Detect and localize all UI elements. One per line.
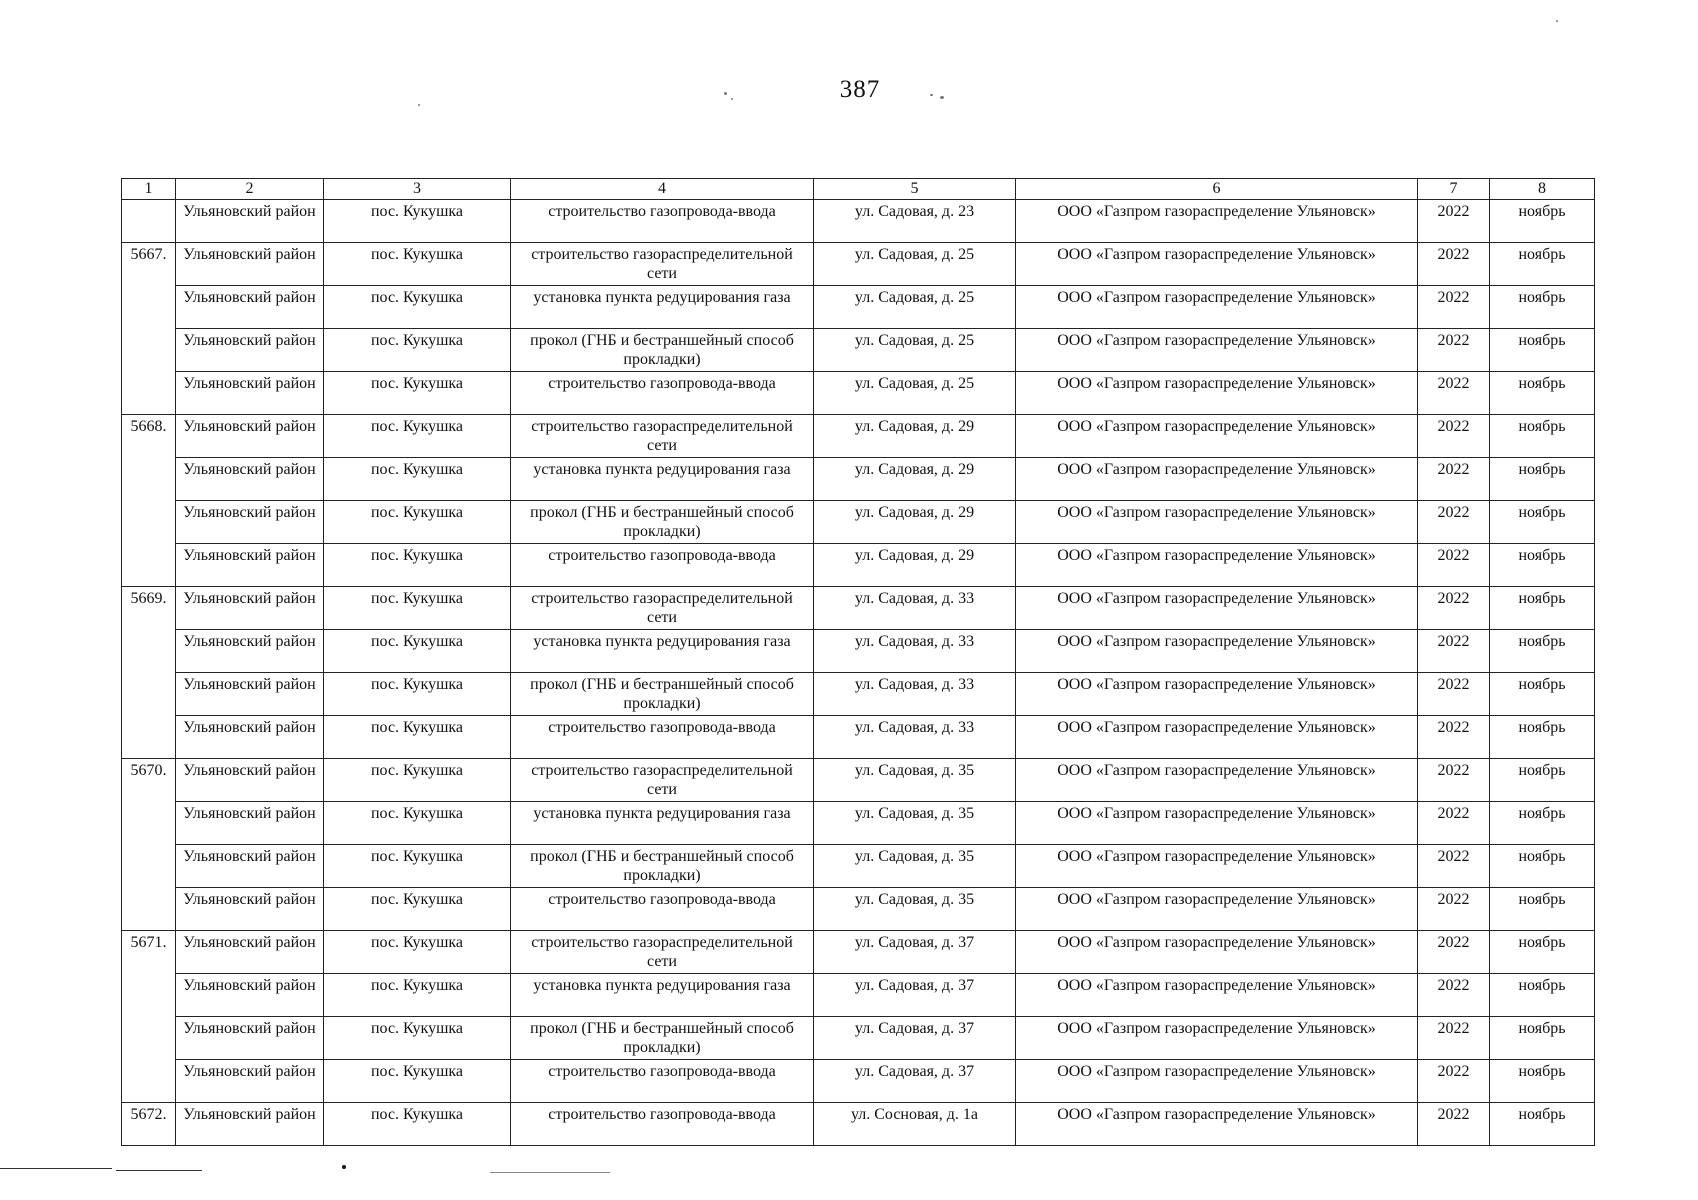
month-cell: ноябрь — [1490, 1017, 1595, 1060]
month-cell: ноябрь — [1490, 1103, 1595, 1146]
row-number-cell — [122, 716, 176, 759]
district-cell: Ульяновский район — [176, 974, 324, 1017]
address-cell: ул. Садовая, д. 23 — [814, 200, 1016, 243]
year-cell: 2022 — [1418, 1103, 1490, 1146]
work-type-cell: строительство газораспределительной сети — [511, 243, 814, 286]
month-cell: ноябрь — [1490, 845, 1595, 888]
work-type-cell: установка пункта редуцирования газа — [511, 286, 814, 329]
data-table — [121, 178, 1595, 1146]
table-row — [122, 716, 1595, 759]
settlement-cell: пос. Кукушка — [324, 974, 511, 1017]
row-number-cell — [122, 1060, 176, 1103]
settlement-cell: пос. Кукушка — [324, 544, 511, 587]
address-cell: ул. Садовая, д. 29 — [814, 501, 1016, 544]
month-cell: ноябрь — [1490, 888, 1595, 931]
district-cell: Ульяновский район — [176, 501, 324, 544]
organization-cell: ООО «Газпром газораспределение Ульяновск» — [1016, 286, 1418, 329]
organization-cell: ООО «Газпром газораспределение Ульяновск» — [1016, 415, 1418, 458]
settlement-cell: пос. Кукушка — [324, 716, 511, 759]
row-number-cell — [122, 286, 176, 329]
work-type-cell: строительство газопровода-ввода — [511, 1103, 814, 1146]
address-cell: ул. Садовая, д. 35 — [814, 845, 1016, 888]
district-cell: Ульяновский район — [176, 845, 324, 888]
organization-cell: ООО «Газпром газораспределение Ульяновск» — [1016, 243, 1418, 286]
settlement-cell: пос. Кукушка — [324, 458, 511, 501]
address-cell: ул. Садовая, д. 25 — [814, 243, 1016, 286]
year-cell: 2022 — [1418, 630, 1490, 673]
table-row — [122, 845, 1595, 888]
work-type-cell: строительство газораспределительной сети — [511, 415, 814, 458]
table-row — [122, 802, 1595, 845]
table-row — [122, 329, 1595, 372]
work-type-cell: строительство газораспределительной сети — [511, 587, 814, 630]
month-cell: ноябрь — [1490, 544, 1595, 587]
row-number-cell — [122, 1017, 176, 1060]
year-cell: 2022 — [1418, 587, 1490, 630]
year-cell: 2022 — [1418, 544, 1490, 587]
row-number-cell — [122, 372, 176, 415]
year-cell: 2022 — [1418, 458, 1490, 501]
footer-rule — [116, 1170, 202, 1171]
organization-cell: ООО «Газпром газораспределение Ульяновск» — [1016, 587, 1418, 630]
row-number-cell — [122, 544, 176, 587]
district-cell: Ульяновский район — [176, 1017, 324, 1060]
address-cell: ул. Садовая, д. 33 — [814, 630, 1016, 673]
district-cell: Ульяновский район — [176, 329, 324, 372]
district-cell: Ульяновский район — [176, 243, 324, 286]
table-row — [122, 544, 1595, 587]
address-cell: ул. Садовая, д. 35 — [814, 888, 1016, 931]
work-type-cell: установка пункта редуцирования газа — [511, 802, 814, 845]
month-cell: ноябрь — [1490, 372, 1595, 415]
address-cell: ул. Садовая, д. 29 — [814, 544, 1016, 587]
organization-cell: ООО «Газпром газораспределение Ульяновск» — [1016, 1103, 1418, 1146]
settlement-cell: пос. Кукушка — [324, 587, 511, 630]
district-cell: Ульяновский район — [176, 630, 324, 673]
year-cell: 2022 — [1418, 931, 1490, 974]
work-type-cell: установка пункта редуцирования газа — [511, 974, 814, 1017]
district-cell: Ульяновский район — [176, 1103, 324, 1146]
organization-cell: ООО «Газпром газораспределение Ульяновск» — [1016, 329, 1418, 372]
row-number-cell — [122, 888, 176, 931]
year-cell: 2022 — [1418, 1060, 1490, 1103]
column-header: 5 — [814, 179, 1016, 200]
organization-cell: ООО «Газпром газораспределение Ульяновск» — [1016, 630, 1418, 673]
row-number-cell: 5667. — [122, 243, 176, 286]
address-cell: ул. Садовая, д. 37 — [814, 974, 1016, 1017]
settlement-cell: пос. Кукушка — [324, 888, 511, 931]
settlement-cell: пос. Кукушка — [324, 1103, 511, 1146]
address-cell: ул. Садовая, д. 37 — [814, 1017, 1016, 1060]
scan-speck — [930, 94, 933, 96]
settlement-cell: пос. Кукушка — [324, 1060, 511, 1103]
district-cell: Ульяновский район — [176, 802, 324, 845]
work-type-cell: прокол (ГНБ и бестраншейный способ прокладки) — [511, 501, 814, 544]
address-cell: ул. Садовая, д. 33 — [814, 673, 1016, 716]
settlement-cell: пос. Кукушка — [324, 630, 511, 673]
work-type-cell: установка пункта редуцирования газа — [511, 458, 814, 501]
month-cell: ноябрь — [1490, 243, 1595, 286]
table-row — [122, 759, 1595, 802]
work-type-cell: строительство газопровода-ввода — [511, 1060, 814, 1103]
year-cell: 2022 — [1418, 802, 1490, 845]
district-cell: Ульяновский район — [176, 200, 324, 243]
organization-cell: ООО «Газпром газораспределение Ульяновск» — [1016, 931, 1418, 974]
row-number-cell — [122, 501, 176, 544]
month-cell: ноябрь — [1490, 587, 1595, 630]
organization-cell: ООО «Газпром газораспределение Ульяновск» — [1016, 716, 1418, 759]
work-type-cell: строительство газопровода-ввода — [511, 372, 814, 415]
month-cell: ноябрь — [1490, 458, 1595, 501]
settlement-cell: пос. Кукушка — [324, 200, 511, 243]
table-row — [122, 372, 1595, 415]
district-cell: Ульяновский район — [176, 716, 324, 759]
row-number-cell — [122, 974, 176, 1017]
page-number: 387 — [839, 76, 881, 103]
district-cell: Ульяновский район — [176, 587, 324, 630]
row-number-cell: 5670. — [122, 759, 176, 802]
scan-speck — [940, 96, 944, 99]
year-cell: 2022 — [1418, 200, 1490, 243]
work-type-cell: прокол (ГНБ и бестраншейный способ прокладки) — [511, 673, 814, 716]
table-row — [122, 931, 1595, 974]
organization-cell: ООО «Газпром газораспределение Ульяновск» — [1016, 759, 1418, 802]
work-type-cell: прокол (ГНБ и бестраншейный способ прокладки) — [511, 1017, 814, 1060]
district-cell: Ульяновский район — [176, 759, 324, 802]
month-cell: ноябрь — [1490, 415, 1595, 458]
organization-cell: ООО «Газпром газораспределение Ульяновск» — [1016, 501, 1418, 544]
address-cell: ул. Садовая, д. 25 — [814, 372, 1016, 415]
district-cell: Ульяновский район — [176, 544, 324, 587]
settlement-cell: пос. Кукушка — [324, 759, 511, 802]
row-number-cell — [122, 802, 176, 845]
table-header-row — [122, 179, 1595, 200]
organization-cell: ООО «Газпром газораспределение Ульяновск» — [1016, 200, 1418, 243]
district-cell: Ульяновский район — [176, 888, 324, 931]
row-number-cell: 5669. — [122, 587, 176, 630]
settlement-cell: пос. Кукушка — [324, 286, 511, 329]
year-cell: 2022 — [1418, 243, 1490, 286]
table-row — [122, 587, 1595, 630]
work-type-cell: строительство газораспределительной сети — [511, 931, 814, 974]
organization-cell: ООО «Газпром газораспределение Ульяновск» — [1016, 372, 1418, 415]
settlement-cell: пос. Кукушка — [324, 802, 511, 845]
work-type-cell: прокол (ГНБ и бестраншейный способ прокладки) — [511, 329, 814, 372]
year-cell: 2022 — [1418, 415, 1490, 458]
year-cell: 2022 — [1418, 372, 1490, 415]
month-cell: ноябрь — [1490, 329, 1595, 372]
table-row — [122, 888, 1595, 931]
organization-cell: ООО «Газпром газораспределение Ульяновск» — [1016, 1060, 1418, 1103]
work-type-cell: прокол (ГНБ и бестраншейный способ прокладки) — [511, 845, 814, 888]
settlement-cell: пос. Кукушка — [324, 243, 511, 286]
year-cell: 2022 — [1418, 673, 1490, 716]
row-number-cell: 5671. — [122, 931, 176, 974]
column-header: 3 — [324, 179, 511, 200]
organization-cell: ООО «Газпром газораспределение Ульяновск» — [1016, 544, 1418, 587]
table-row — [122, 243, 1595, 286]
table-row — [122, 200, 1595, 243]
settlement-cell: пос. Кукушка — [324, 501, 511, 544]
month-cell: ноябрь — [1490, 1060, 1595, 1103]
organization-cell: ООО «Газпром газораспределение Ульяновск» — [1016, 1017, 1418, 1060]
year-cell: 2022 — [1418, 974, 1490, 1017]
address-cell: ул. Садовая, д. 25 — [814, 329, 1016, 372]
column-header: 6 — [1016, 179, 1418, 200]
work-type-cell: установка пункта редуцирования газа — [511, 630, 814, 673]
organization-cell: ООО «Газпром газораспределение Ульяновск» — [1016, 845, 1418, 888]
table-row — [122, 974, 1595, 1017]
row-number-cell — [122, 673, 176, 716]
year-cell: 2022 — [1418, 888, 1490, 931]
settlement-cell: пос. Кукушка — [324, 931, 511, 974]
address-cell: ул. Садовая, д. 25 — [814, 286, 1016, 329]
month-cell: ноябрь — [1490, 673, 1595, 716]
table-row — [122, 286, 1595, 329]
column-header: 7 — [1418, 179, 1490, 200]
row-number-cell: 5672. — [122, 1103, 176, 1146]
organization-cell: ООО «Газпром газораспределение Ульяновск» — [1016, 802, 1418, 845]
year-cell: 2022 — [1418, 1017, 1490, 1060]
address-cell: ул. Садовая, д. 37 — [814, 931, 1016, 974]
district-cell: Ульяновский район — [176, 1060, 324, 1103]
address-cell: ул. Садовая, д. 37 — [814, 1060, 1016, 1103]
settlement-cell: пос. Кукушка — [324, 845, 511, 888]
work-type-cell: строительство газопровода-ввода — [511, 544, 814, 587]
table-row — [122, 1060, 1595, 1103]
scan-speck — [724, 92, 727, 95]
footer-rule — [490, 1172, 610, 1173]
table-row — [122, 1103, 1595, 1146]
work-type-cell: строительство газопровода-ввода — [511, 200, 814, 243]
year-cell: 2022 — [1418, 501, 1490, 544]
district-cell: Ульяновский район — [176, 458, 324, 501]
organization-cell: ООО «Газпром газораспределение Ульяновск» — [1016, 974, 1418, 1017]
settlement-cell: пос. Кукушка — [324, 1017, 511, 1060]
district-cell: Ульяновский район — [176, 286, 324, 329]
year-cell: 2022 — [1418, 845, 1490, 888]
district-cell: Ульяновский район — [176, 931, 324, 974]
work-type-cell: строительство газопровода-ввода — [511, 716, 814, 759]
footer-rule — [0, 1168, 112, 1169]
month-cell: ноябрь — [1490, 716, 1595, 759]
row-number-cell — [122, 200, 176, 243]
table-row — [122, 673, 1595, 716]
year-cell: 2022 — [1418, 286, 1490, 329]
organization-cell: ООО «Газпром газораспределение Ульяновск» — [1016, 673, 1418, 716]
address-cell: ул. Садовая, д. 33 — [814, 587, 1016, 630]
row-number-cell — [122, 845, 176, 888]
district-cell: Ульяновский район — [176, 673, 324, 716]
table-row — [122, 630, 1595, 673]
table-row — [122, 501, 1595, 544]
settlement-cell: пос. Кукушка — [324, 329, 511, 372]
month-cell: ноябрь — [1490, 200, 1595, 243]
address-cell: ул. Садовая, д. 35 — [814, 802, 1016, 845]
address-cell: ул. Сосновая, д. 1а — [814, 1103, 1016, 1146]
address-cell: ул. Садовая, д. 29 — [814, 415, 1016, 458]
year-cell: 2022 — [1418, 716, 1490, 759]
month-cell: ноябрь — [1490, 286, 1595, 329]
scan-speck — [731, 98, 733, 100]
scan-speck — [1556, 20, 1558, 22]
row-number-cell — [122, 458, 176, 501]
month-cell: ноябрь — [1490, 630, 1595, 673]
work-type-cell: строительство газопровода-ввода — [511, 888, 814, 931]
table-row — [122, 458, 1595, 501]
address-cell: ул. Садовая, д. 33 — [814, 716, 1016, 759]
month-cell: ноябрь — [1490, 501, 1595, 544]
year-cell: 2022 — [1418, 759, 1490, 802]
row-number-cell — [122, 630, 176, 673]
address-cell: ул. Садовая, д. 29 — [814, 458, 1016, 501]
settlement-cell: пос. Кукушка — [324, 372, 511, 415]
table-row — [122, 1017, 1595, 1060]
scan-speck — [418, 104, 420, 106]
month-cell: ноябрь — [1490, 931, 1595, 974]
settlement-cell: пос. Кукушка — [324, 673, 511, 716]
settlement-cell: пос. Кукушка — [324, 415, 511, 458]
district-cell: Ульяновский район — [176, 372, 324, 415]
district-cell: Ульяновский район — [176, 415, 324, 458]
table-row — [122, 415, 1595, 458]
address-cell: ул. Садовая, д. 35 — [814, 759, 1016, 802]
table-body — [122, 200, 1595, 1146]
column-header: 8 — [1490, 179, 1595, 200]
row-number-cell: 5668. — [122, 415, 176, 458]
scan-speck — [342, 1165, 346, 1169]
month-cell: ноябрь — [1490, 974, 1595, 1017]
row-number-cell — [122, 329, 176, 372]
column-header: 1 — [122, 179, 176, 200]
organization-cell: ООО «Газпром газораспределение Ульяновск» — [1016, 458, 1418, 501]
column-header: 2 — [176, 179, 324, 200]
month-cell: ноябрь — [1490, 802, 1595, 845]
year-cell: 2022 — [1418, 329, 1490, 372]
organization-cell: ООО «Газпром газораспределение Ульяновск» — [1016, 888, 1418, 931]
column-header: 4 — [511, 179, 814, 200]
work-type-cell: строительство газораспределительной сети — [511, 759, 814, 802]
month-cell: ноябрь — [1490, 759, 1595, 802]
